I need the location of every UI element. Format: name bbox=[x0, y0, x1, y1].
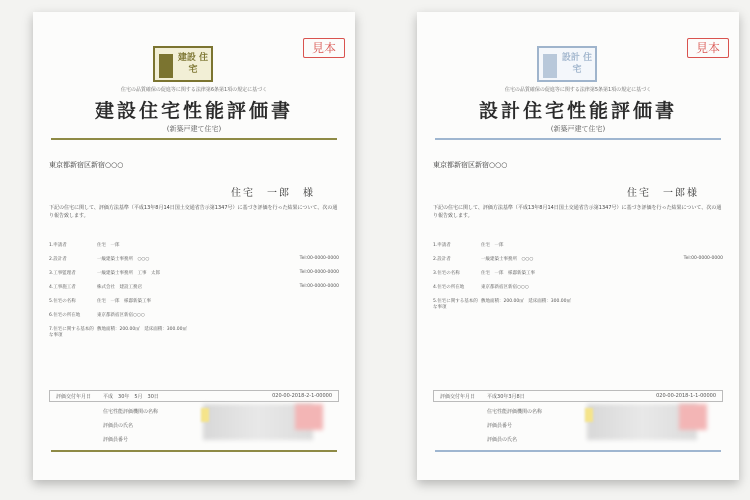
sample-stamp: 見本 bbox=[687, 38, 729, 58]
redacted-area bbox=[201, 408, 209, 422]
field-row: 2.設計者 一級建築士事務所 ○○○ Tel:00-0000-0000 bbox=[49, 256, 339, 262]
signature-label: 評価員の氏名 bbox=[103, 423, 134, 429]
recipient-name: 住宅 一郎 様 bbox=[231, 188, 315, 199]
recipient-address: 東京都新宿区新宿○○○ bbox=[49, 161, 124, 169]
sample-stamp: 見本 bbox=[303, 38, 345, 58]
doc-title: 建設住宅性能評価書 bbox=[94, 100, 293, 122]
doc-title: 設計住宅性能評価書 bbox=[478, 100, 677, 122]
redacted-area bbox=[585, 408, 593, 422]
field-row: 7.住宅に関する基本的な事項 敷地面積：200.00㎡ 延床面積：300.00㎡ bbox=[49, 327, 187, 338]
document-construction-evaluation bbox=[33, 12, 355, 480]
recipient-address: 東京都新宿区新宿○○○ bbox=[433, 161, 508, 169]
field-row: 5.住宅の名称 住宅 一郎 様邸新築工事 bbox=[49, 299, 151, 304]
doc-subtitle: 住宅の品質確保の促進等に関する法律第5条第1項の規定に基づく bbox=[504, 87, 652, 93]
field-row: 3.住宅の名称 住宅 一郎 様邸新築工事 bbox=[433, 271, 535, 276]
issue-date-bar: 評価交付年月日 平成 30年 5月 30日 020-00-2018-2-1-00000 bbox=[49, 390, 339, 402]
signature-label: 住宅性能評価機関の名称 bbox=[487, 409, 543, 415]
doc-type: (新築戸建て住宅) bbox=[550, 125, 606, 133]
field-row: 3.工事監理者 一級建築士事務所 工事 太郎 Tel:00-0000-0000 bbox=[49, 270, 339, 276]
doc-body: 下記の住宅に関して、評価方法基準（平成13年8月14日国土交通省告示第1347号）に基づき評価を行った結果について、次の通り報告致します。 bbox=[49, 205, 338, 219]
field-row: 6.住宅の所在地 東京都新宿区新宿○○○ bbox=[49, 313, 145, 318]
divider bbox=[51, 450, 337, 452]
logo-icon: 設計 住宅 bbox=[537, 46, 597, 82]
issue-date-bar: 評価交付年月日 平成30年3月8日 020-00-2018-1-1-00000 bbox=[433, 390, 723, 402]
field-list bbox=[49, 242, 339, 340]
signature-label: 評価員番号 bbox=[487, 423, 513, 429]
field-row: 4.工事施工者 株式会社 建設工務店 Tel:00-0000-0000 bbox=[49, 284, 339, 290]
doc-body: 下記の住宅に関して、評価方法基準（平成13年8月14日国土交通省告示第1347号）に基づき評価を行った結果について、次の通り報告致します。 bbox=[433, 205, 722, 219]
logo-icon: 建設 住宅 bbox=[153, 46, 213, 82]
field-row: 1.申請者 住宅 一郎 bbox=[433, 243, 504, 248]
field-row: 4.住宅の所在地 東京都新宿区新宿○○○ bbox=[433, 285, 529, 290]
field-row: 1.申請者 住宅 一郎 bbox=[49, 243, 120, 248]
field-row: 5.住宅に関する基本的な事項 敷地面積：200.00㎡ 延床面積：300.00㎡ bbox=[433, 299, 571, 310]
signature-label: 評価員番号 bbox=[103, 437, 129, 443]
recipient-name: 住宅 一郎様 bbox=[627, 188, 699, 199]
seal-stamp bbox=[295, 404, 323, 430]
divider bbox=[435, 138, 721, 140]
doc-subtitle: 住宅の品質確保の促進等に関する法律第6条第1項の規定に基づく bbox=[120, 87, 268, 93]
signature-label: 評価員の氏名 bbox=[487, 437, 518, 443]
doc-type: (新築戸建て住宅) bbox=[166, 125, 222, 133]
divider bbox=[435, 450, 721, 452]
field-list bbox=[433, 242, 723, 312]
seal-stamp bbox=[679, 404, 707, 430]
document-design-evaluation bbox=[417, 12, 739, 480]
divider bbox=[51, 138, 337, 140]
signature-label: 住宅性能評価機関の名称 bbox=[103, 409, 159, 415]
field-row: 2.設計者 一級建築士事務所 ○○○ Tel:00-0000-0000 bbox=[433, 256, 723, 262]
